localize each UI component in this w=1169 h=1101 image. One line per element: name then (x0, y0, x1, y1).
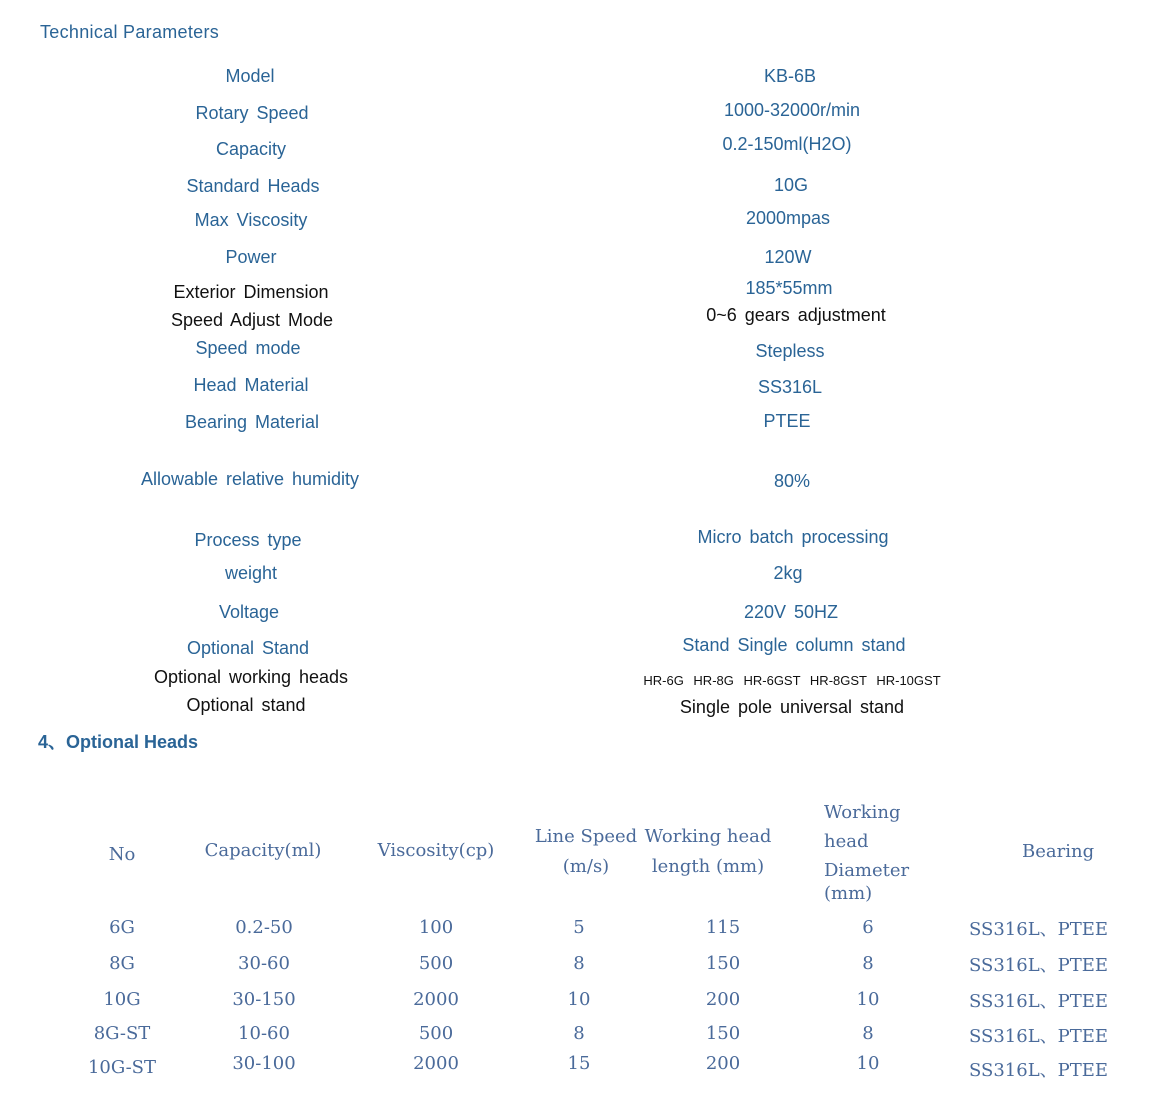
spec-value-standard-heads: 10G (773, 175, 809, 195)
spec-label-max-viscosity: Max Viscosity (194, 210, 308, 230)
table-cell-no: 8G (109, 953, 135, 974)
spec-value-bearing-material: PTEE (763, 411, 811, 431)
optional-heads-title: 4、Optional Heads (38, 732, 199, 752)
table-cell-diameter: 6 (862, 917, 874, 938)
table-header-diameter-line-2: head (824, 831, 869, 852)
spec-value-optional-stand: Stand Single column stand (682, 635, 906, 655)
table-header-length-line-1: Working head (644, 826, 772, 847)
spec-label-bearing-material: Bearing Material (184, 412, 320, 432)
table-cell-no: 10G-ST (87, 1057, 157, 1078)
table-header-viscosity: Viscosity(cp) (377, 840, 495, 861)
table-cell-capacity: 30-150 (232, 989, 296, 1010)
table-cell-length: 115 (705, 917, 741, 938)
table-cell-length: 150 (705, 1023, 741, 1044)
table-cell-viscosity: 2000 (413, 989, 459, 1010)
table-cell-bearing: SS316L、PTEE (969, 1060, 1109, 1081)
spec-label-weight: weight (224, 563, 278, 583)
spec-label-optional-stand-2: Optional stand (186, 695, 306, 715)
table-cell-length: 200 (705, 1053, 741, 1074)
table-header-line-speed (535, 822, 637, 882)
table-header-diameter-line-1: Working (824, 802, 901, 823)
table-cell-diameter: 8 (862, 1023, 874, 1044)
spec-value-model: KB-6B (763, 66, 817, 86)
table-cell-capacity: 30-100 (232, 1053, 296, 1074)
table-cell-capacity: 30-60 (238, 953, 290, 974)
spec-label-speed-adjust-mode: Speed Adjust Mode (170, 310, 334, 330)
table-header-length-line-2: length (mm) (651, 856, 765, 877)
table-cell-viscosity: 100 (418, 917, 454, 938)
table-cell-length: 150 (705, 953, 741, 974)
table-cell-capacity: 0.2-50 (235, 917, 293, 938)
technical-parameters-title: Technical Parameters (40, 22, 220, 42)
table-cell-length: 200 (705, 989, 741, 1010)
table-cell-viscosity: 2000 (413, 1053, 459, 1074)
spec-value-optional-stand-2: Single pole universal stand (679, 697, 905, 717)
spec-label-model: Model (225, 66, 275, 86)
spec-label-exterior-dimension: Exterior Dimension (173, 282, 329, 302)
table-header-bearing: Bearing (1022, 841, 1095, 862)
table-cell-line-speed: 8 (573, 1023, 585, 1044)
spec-value-voltage: 220V 50HZ (743, 602, 839, 622)
spec-label-optional-stand: Optional Stand (186, 638, 310, 658)
spec-label-speed-mode: Speed mode (195, 338, 301, 358)
spec-label-allowable-humidity: Allowable relative humidity (140, 469, 360, 489)
table-cell-line-speed: 15 (567, 1053, 591, 1074)
table-cell-bearing: SS316L、PTEE (969, 1026, 1109, 1047)
table-cell-diameter: 10 (856, 1053, 880, 1074)
table-header-working-head-diameter (824, 798, 909, 903)
table-cell-viscosity: 500 (418, 1023, 454, 1044)
table-cell-no: 6G (109, 917, 135, 938)
table-header-working-head-length (645, 822, 772, 882)
table-cell-capacity: 10-60 (238, 1023, 290, 1044)
table-header-capacity: Capacity(ml) (204, 840, 322, 861)
spec-value-capacity: 0.2-150ml(H2O) (722, 134, 852, 154)
table-header-no: No (108, 844, 136, 865)
spec-label-rotary-speed: Rotary Speed (195, 103, 309, 123)
spec-label-head-material: Head Material (193, 375, 309, 395)
spec-value-speed-mode: Stepless (755, 341, 825, 361)
spec-label-process-type: Process type (194, 530, 302, 550)
table-cell-line-speed: 5 (573, 917, 585, 938)
spec-label-optional-working-heads: Optional working heads (153, 667, 349, 687)
spec-value-max-viscosity: 2000mpas (745, 208, 831, 228)
table-header-diameter-line-4: (mm) (824, 883, 873, 904)
spec-value-power: 120W (764, 247, 812, 267)
spec-value-optional-working-heads: HR-6G HR-8G HR-6GST HR-8GST HR-10GST (643, 673, 941, 688)
spec-value-allowable-humidity: 80% (773, 471, 811, 491)
table-cell-diameter: 8 (862, 953, 874, 974)
spec-value-process-type: Micro batch processing (697, 527, 889, 547)
table-header-line-speed-line-1: Line Speed (534, 826, 638, 847)
table-cell-viscosity: 500 (418, 953, 454, 974)
spec-label-power: Power (225, 247, 277, 267)
spec-value-head-material: SS316L (757, 377, 823, 397)
spec-value-weight: 2kg (773, 563, 803, 583)
table-cell-no: 8G-ST (93, 1023, 151, 1044)
spec-value-rotary-speed: 1000-32000r/min (723, 100, 861, 120)
spec-label-capacity: Capacity (215, 139, 287, 159)
spec-label-standard-heads: Standard Heads (186, 176, 320, 196)
table-cell-line-speed: 10 (567, 989, 591, 1010)
spec-label-voltage: Voltage (218, 602, 280, 622)
table-cell-bearing: SS316L、PTEE (969, 991, 1109, 1012)
table-cell-diameter: 10 (856, 989, 880, 1010)
table-cell-bearing: SS316L、PTEE (969, 919, 1109, 940)
spec-value-exterior-dimension: 185*55mm (745, 278, 833, 298)
table-cell-bearing: SS316L、PTEE (969, 955, 1109, 976)
table-header-line-speed-line-2: (m/s) (562, 856, 610, 877)
table-header-diameter-line-3: Diameter (824, 860, 910, 881)
spec-value-speed-adjust-mode: 0~6 gears adjustment (706, 305, 886, 325)
table-cell-line-speed: 8 (573, 953, 585, 974)
table-cell-no: 10G (103, 989, 141, 1010)
